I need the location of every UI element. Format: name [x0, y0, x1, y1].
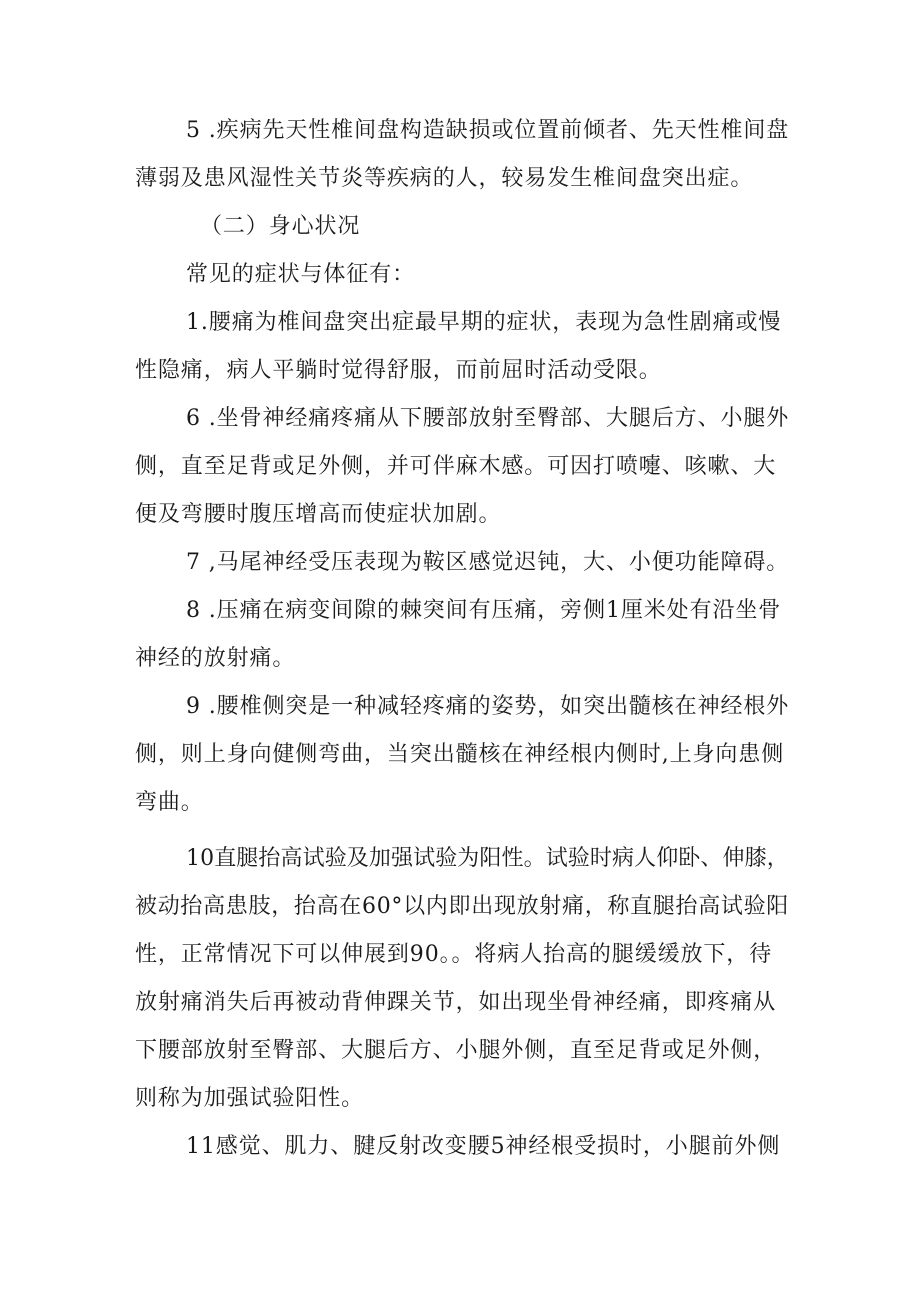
- text-line: 11感觉、肌力、腱反射改变腰5神经根受损时，小腿前外侧: [186, 1134, 781, 1159]
- text-line: 被动抬高患肢，抬高在60°以内即出现放射痛，称直腿抬高试验阳: [135, 894, 789, 919]
- text-line: 性，正常情况下可以伸展到90。。将病人抬高的腿缓缓放下，待: [135, 942, 773, 967]
- text-line: 6 .坐骨神经痛疼痛从下腰部放射至臀部、大腿后方、小腿外: [186, 406, 790, 431]
- section-heading: （二）身心状况: [200, 214, 361, 239]
- text-line: 1.腰痛为椎间盘突出症最早期的症状，表现为急性剧痛或慢: [186, 310, 782, 335]
- text-line: 放射痛消失后再被动背伸踝关节，如出现坐骨神经痛，即疼痛从: [135, 990, 777, 1015]
- text-line: 则称为加强试验阳性。: [135, 1086, 365, 1111]
- text-line: 9 .腰椎侧突是一种减轻疼痛的姿势，如突出髓核在神经根外: [186, 694, 790, 719]
- text-line: 神经的放射痛。: [135, 646, 296, 671]
- text-line: 弯曲。: [135, 790, 204, 815]
- text-line: 8 .压痛在病变间隙的棘突间有压痛，旁侧1厘米处有沿坐骨: [186, 598, 782, 623]
- text-line: 便及弯腰时腹压增高而使症状加剧。: [135, 502, 502, 527]
- text-line: 常见的症状与体征有：: [186, 262, 416, 287]
- text-line: 薄弱及患风湿性关节炎等疾病的人，较易发生椎间盘突出症。: [135, 166, 754, 191]
- text-line: 5 .疾病先天性椎间盘构造缺损或位置前倾者、先天性椎间盘: [186, 118, 790, 143]
- text-line: 侧，则上身向健侧弯曲，当突出髓核在神经根内侧时,上身向患侧: [135, 742, 785, 767]
- text-line: 下腰部放射至臀部、大腿后方、小腿外侧，直至足背或足外侧，: [135, 1038, 777, 1063]
- text-line: 性隐痛，病人平躺时觉得舒服，而前屈时活动受限。: [135, 358, 662, 383]
- text-line: 10直腿抬高试验及加强试验为阳性。试验时病人仰卧、伸膝，: [186, 846, 789, 871]
- text-line: 7 ,马尾神经受压表现为鞍区感觉迟钝，大、小便功能障碍。: [186, 550, 790, 575]
- text-line: 侧，直至足背或足外侧，并可伴麻木感。可因打喷嚏、咳嗽、大: [135, 454, 777, 479]
